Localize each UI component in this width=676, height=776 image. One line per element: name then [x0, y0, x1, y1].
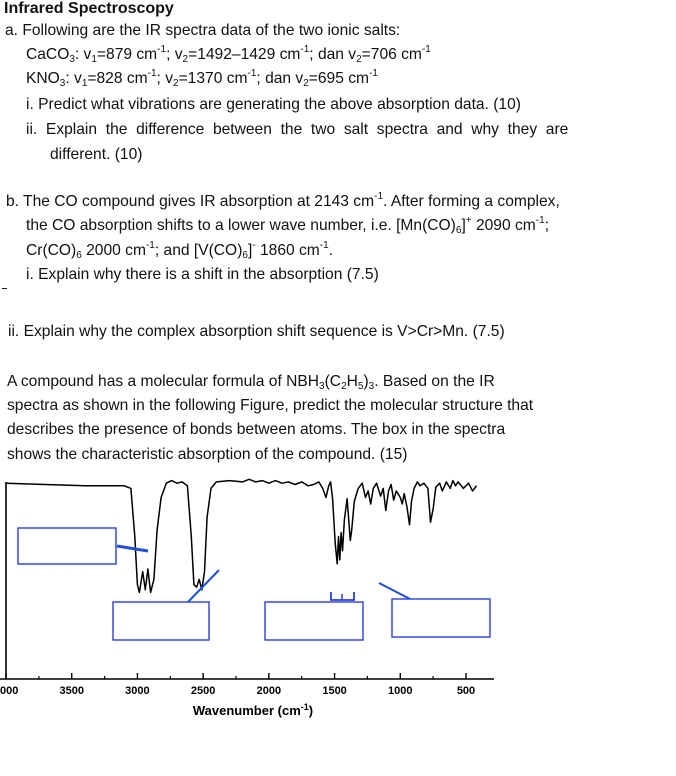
part-c-line-2: spectra as shown in the following Figure, predict the molecular structure that [7, 397, 534, 414]
caco3-line: CaCO$_3$: $v_1=879$ $cm^{-1}$; $v_2=1492-1429$ $cm^{-1}$; dan $v_2=706$ $cm^{-1}$ [26, 44, 431, 65]
part-b-line-1: b. The CO compound gives IR absorption at 2143 $cm^{-1}$. After forming a complex, [6, 191, 560, 210]
margin-mark [2, 288, 7, 289]
part-a-question-1: i. Predict what vibrations are generating the above absorption data. (10) [26, 96, 521, 113]
annotation-box-2 [113, 602, 209, 640]
pointer-box-4 [379, 583, 410, 599]
x-tick-label: 2500 [190, 685, 216, 697]
part-c-line-4: shows the characteristic absorption of the compound. (15) [7, 446, 408, 463]
part-a-intro: a. Following are the IR spectra data of the two ionic salts: [5, 22, 401, 39]
part-b-line-2: the CO absorption shifts to a lower wave number, i.e. $[Mn(CO)_6]^+$ 2090 $cm^{-1}$; [26, 215, 550, 236]
x-axis-label: Wavenumber $(cm^{-1})$ [192, 702, 314, 718]
annotation-box-4 [392, 599, 490, 637]
annotation-box-1 [18, 528, 116, 564]
part-b-line-3: $Cr(CO)_6$ 2000 $cm^{-1}$; and $[V(CO)_6]^-$ 1860 $cm^{-1}$. [26, 240, 334, 261]
part-c-line-1: A compound has a molecular formula of $NBH_3(C_2H_5)_3$. Based on the IR [7, 373, 495, 392]
x-tick-label: 1500 [322, 685, 347, 697]
kno3-line: $KNO_3$: $v_1=828$ $cm^{-1}$; $v_2=1370$ $cm^{-1}$; dan $v_2=695$ $cm^{-1}$ [26, 68, 378, 89]
x-tick-label: 3000 [125, 685, 150, 697]
x-tick-label: 500 [456, 685, 476, 697]
annotation-box-3 [265, 602, 363, 640]
part-a-question-2-cont: different. (10) [50, 146, 143, 163]
part-c-line-3: describes the presence of bonds between atoms. The box in the spectra [7, 421, 506, 438]
part-a-question-2: ii. Explain the difference between the two salt spectra and why they are [26, 121, 569, 138]
spectrum-trace [6, 479, 477, 592]
x-tick-label: 1000 [388, 685, 413, 697]
part-b-question-2: ii. Explain why the complex absorption shift sequence is V>Cr>Mn. (7.5) [8, 323, 505, 340]
x-tick-label: 000 [0, 685, 19, 697]
part-b-question-1: i. Explain why there is a shift in the absorption (7.5) [26, 266, 379, 283]
x-tick-label: 2000 [256, 685, 282, 697]
page-title: Infrared Spectroscopy [4, 0, 174, 17]
x-tick-label: 3500 [59, 685, 84, 697]
pointer-box-1 [117, 546, 148, 551]
ir-spectrum-chart [0, 468, 676, 776]
